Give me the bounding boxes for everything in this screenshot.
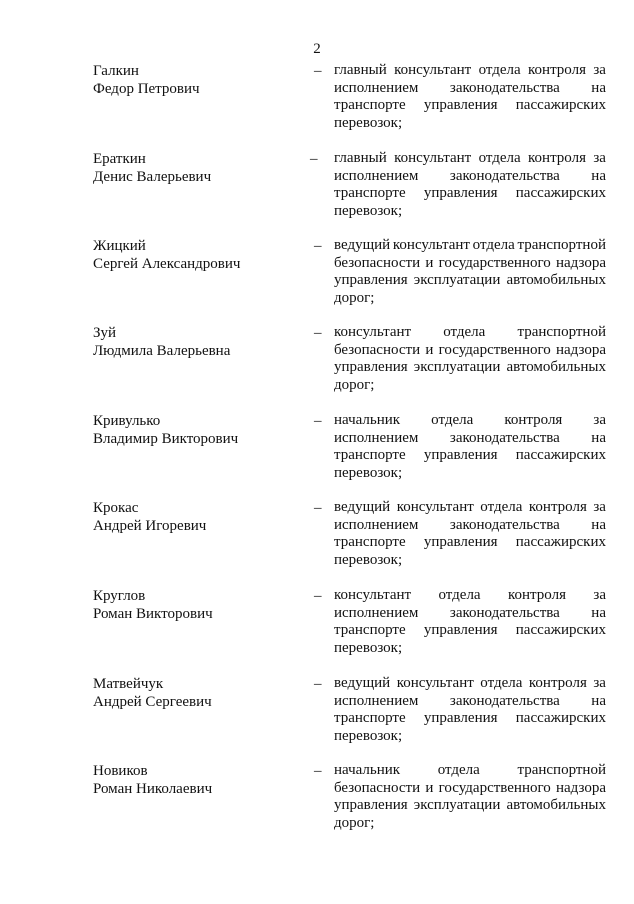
staff-name xyxy=(93,675,293,711)
staff-given-names: Людмила Валерьевна xyxy=(93,343,231,359)
position-line: дорог; xyxy=(334,376,375,393)
staff-given-names: Андрей Сергеевич xyxy=(93,694,212,710)
staff-entry xyxy=(0,412,634,500)
position-line: исполнением законодательства на xyxy=(334,516,606,533)
staff-entry xyxy=(0,675,634,763)
dash-separator: – xyxy=(314,676,322,692)
staff-given-names: Роман Николаевич xyxy=(93,781,213,797)
position-line: транспорте управления пассажирских xyxy=(334,447,606,463)
staff-given-names: Владимир Викторович xyxy=(93,431,239,447)
position-line: исполнением законодательства на xyxy=(334,79,606,96)
staff-name xyxy=(93,762,293,798)
position-line: ведущий консультант отдела контроля за xyxy=(334,499,606,515)
staff-given-names: Андрей Игоревич xyxy=(93,518,207,534)
position-line: начальник отдела контроля за xyxy=(334,412,606,428)
position-line: перевозок; xyxy=(334,114,403,131)
position-line: перевозок; xyxy=(334,727,403,744)
position-line: исполнением законодательства на xyxy=(334,167,606,184)
position-line: исполнением законодательства на xyxy=(334,692,606,709)
position-line: транспорте управления пассажирских xyxy=(334,534,606,550)
staff-surname: Круглов xyxy=(93,588,146,604)
position-line: транспорте управления пассажирских xyxy=(334,185,606,201)
staff-name xyxy=(93,324,293,360)
position-line: начальник отдела транспортной xyxy=(334,762,606,778)
dash-separator: – xyxy=(314,588,322,604)
position-line: исполнением законодательства на xyxy=(334,429,606,446)
dash-separator: – xyxy=(310,151,318,167)
staff-surname: Матвейчук xyxy=(93,676,164,692)
position-line: главный консультант отдела контроля за xyxy=(334,62,606,78)
position-line: ведущий консультант отдела транспортной xyxy=(334,237,606,253)
position-line: безопасности и государственного надзора xyxy=(334,341,606,358)
staff-given-names: Роман Викторович xyxy=(93,606,213,622)
position-description xyxy=(334,762,606,832)
staff-entry xyxy=(0,150,634,238)
position-line: управления эксплуатации автомобильных xyxy=(334,359,606,375)
position-line: перевозок; xyxy=(334,639,403,656)
position-description xyxy=(334,237,606,307)
position-line: транспорте управления пассажирских xyxy=(334,97,606,113)
staff-name xyxy=(93,62,293,98)
position-line: исполнением законодательства на xyxy=(334,604,606,621)
staff-name xyxy=(93,587,293,623)
position-line: главный консультант отдела контроля за xyxy=(334,150,606,166)
staff-surname: Зуй xyxy=(93,325,117,341)
staff-surname: Новиков xyxy=(93,763,148,779)
staff-surname: Жицкий xyxy=(93,238,146,254)
page-number: 2 xyxy=(313,41,321,57)
position-description xyxy=(334,587,606,657)
position-description xyxy=(334,412,606,482)
staff-entry xyxy=(0,499,634,587)
position-line: дорог; xyxy=(334,814,375,831)
staff-surname: Крокас xyxy=(93,500,139,516)
dash-separator: – xyxy=(314,413,322,429)
staff-name xyxy=(93,150,293,186)
staff-name xyxy=(93,412,293,448)
position-line: безопасности и государственного надзора xyxy=(334,254,606,271)
position-line: управления эксплуатации автомобильных xyxy=(334,272,606,288)
staff-given-names: Сергей Александрович xyxy=(93,256,241,272)
staff-entry xyxy=(0,237,634,325)
position-line: транспорте управления пассажирских xyxy=(334,622,606,638)
staff-given-names: Денис Валерьевич xyxy=(93,169,212,185)
position-description xyxy=(334,675,606,745)
staff-entry xyxy=(0,324,634,412)
position-line: управления эксплуатации автомобильных xyxy=(334,797,606,813)
dash-separator: – xyxy=(314,325,322,341)
position-line: перевозок; xyxy=(334,464,403,481)
position-description xyxy=(334,150,606,220)
position-line: транспорте управления пассажирских xyxy=(334,710,606,726)
position-line: безопасности и государственного надзора xyxy=(334,779,606,796)
position-description xyxy=(334,324,606,394)
position-line: дорог; xyxy=(334,289,375,306)
staff-surname: Ераткин xyxy=(93,151,146,167)
staff-surname: Кривулько xyxy=(93,413,161,429)
staff-given-names: Федор Петрович xyxy=(93,81,200,97)
position-line: консультант отдела контроля за xyxy=(334,587,606,603)
position-description xyxy=(334,499,606,569)
staff-surname: Галкин xyxy=(93,63,139,79)
staff-name xyxy=(93,499,293,535)
staff-entry xyxy=(0,62,634,150)
staff-name xyxy=(93,237,293,273)
staff-entry xyxy=(0,587,634,675)
staff-entry xyxy=(0,762,634,850)
position-line: перевозок; xyxy=(334,202,403,219)
dash-separator: – xyxy=(314,238,322,254)
position-description xyxy=(334,62,606,132)
dash-separator: – xyxy=(314,63,322,79)
dash-separator: – xyxy=(314,763,322,779)
position-line: консультант отдела транспортной xyxy=(334,324,606,340)
position-line: перевозок; xyxy=(334,551,403,568)
dash-separator: – xyxy=(314,500,322,516)
position-line: ведущий консультант отдела контроля за xyxy=(334,675,606,691)
